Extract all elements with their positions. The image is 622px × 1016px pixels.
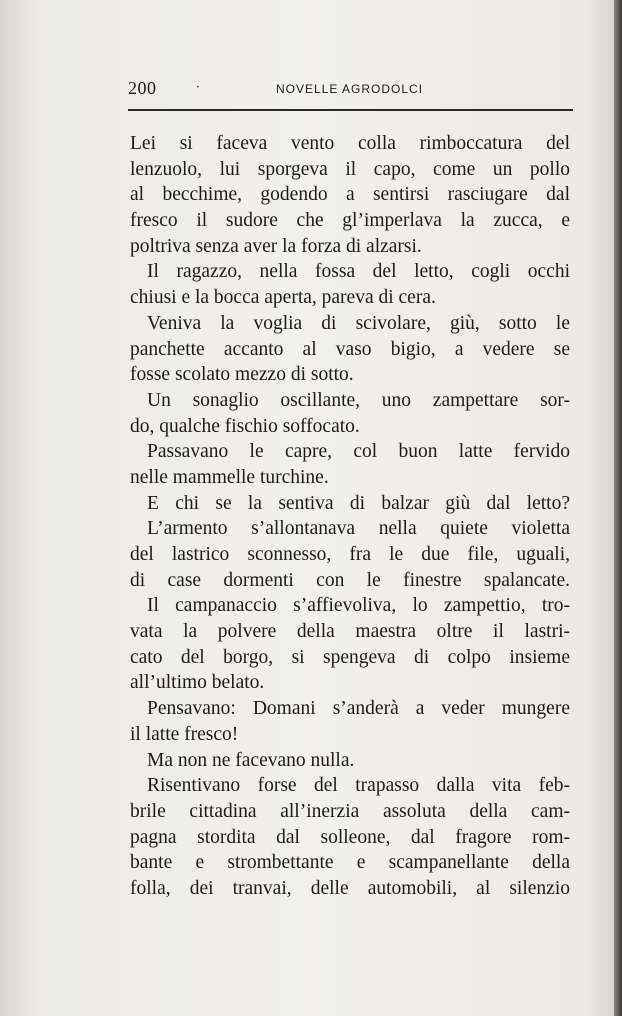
text-line: E chi se la sentiva di balzar giù dal letto? bbox=[147, 492, 570, 514]
text-line: il latte fresco! bbox=[130, 723, 239, 745]
text-line: di case dormenti con le finestre spalancate. bbox=[130, 569, 570, 591]
text-line: brile cittadina all’inerzia assoluta della cam- bbox=[130, 800, 570, 822]
text-line: Risentivano forse del trapasso dalla vita feb- bbox=[147, 775, 570, 797]
text-line: all’ultimo belato. bbox=[130, 672, 265, 694]
text-line: do, qualche fischio soffocato. bbox=[130, 415, 360, 437]
text-line: Il ragazzo, nella fossa del letto, cogli occhi bbox=[147, 261, 570, 283]
text-line: lenzuolo, lui sporgeva il capo, come un pollo bbox=[130, 158, 570, 180]
text-line: Pensavano: Domani s’anderà a veder mungere bbox=[147, 698, 570, 720]
text-line: fosse scolato mezzo di sotto. bbox=[130, 364, 354, 386]
text-line: vata la polvere della maestra oltre il lastri- bbox=[130, 621, 570, 643]
text-line: Veniva la voglia di scivolare, giù, sotto le bbox=[147, 312, 570, 334]
page-edge-shadow bbox=[614, 0, 622, 1016]
text-line: Un sonaglio oscillante, uno zampettare sor- bbox=[147, 389, 570, 411]
header-dot: · bbox=[196, 80, 200, 94]
text-line: chiusi e la bocca aperta, pareva di cera. bbox=[130, 287, 436, 309]
body-text bbox=[130, 131, 570, 902]
text-line: L’armento s’allontanava nella quiete violetta bbox=[147, 518, 570, 540]
text-line: panchette accanto al vaso bigio, a vedere se bbox=[130, 338, 570, 360]
page-number: 200 bbox=[128, 78, 157, 98]
text-line: pagna stordita dal solleone, dal fragore rom- bbox=[130, 826, 570, 848]
page-header bbox=[128, 78, 573, 102]
text-line: Lei si faceva vento colla rimboccatura del bbox=[130, 133, 570, 154]
text-line: cato del borgo, si spengeva di colpo insieme bbox=[130, 646, 570, 668]
text-line: del lastrico sconnesso, fra le due file, uguali, bbox=[130, 544, 570, 565]
text-line: Passavano le capre, col buon latte fervido bbox=[147, 441, 570, 463]
header-rule bbox=[128, 109, 573, 111]
text-line: bante e strombettante e scampanellante della bbox=[130, 852, 570, 874]
text-line: folla, dei tranvai, delle automobili, al silenzio bbox=[130, 877, 570, 899]
text-line: Ma non ne facevano nulla. bbox=[147, 749, 355, 771]
running-title: NOVELLE AGRODOLCI bbox=[276, 82, 424, 96]
text-line: al becchime, godendo a sentirsi rasciugare dal bbox=[130, 184, 570, 206]
text-line: poltriva senza aver la forza di alzarsi. bbox=[130, 235, 422, 257]
text-line: fresco il sudore che gl’imperlava la zucca, e bbox=[130, 210, 570, 232]
text-line: Il campanaccio s’affievoliva, lo zampettio, tro- bbox=[147, 595, 570, 617]
text-line: nelle mammelle turchine. bbox=[130, 466, 329, 488]
